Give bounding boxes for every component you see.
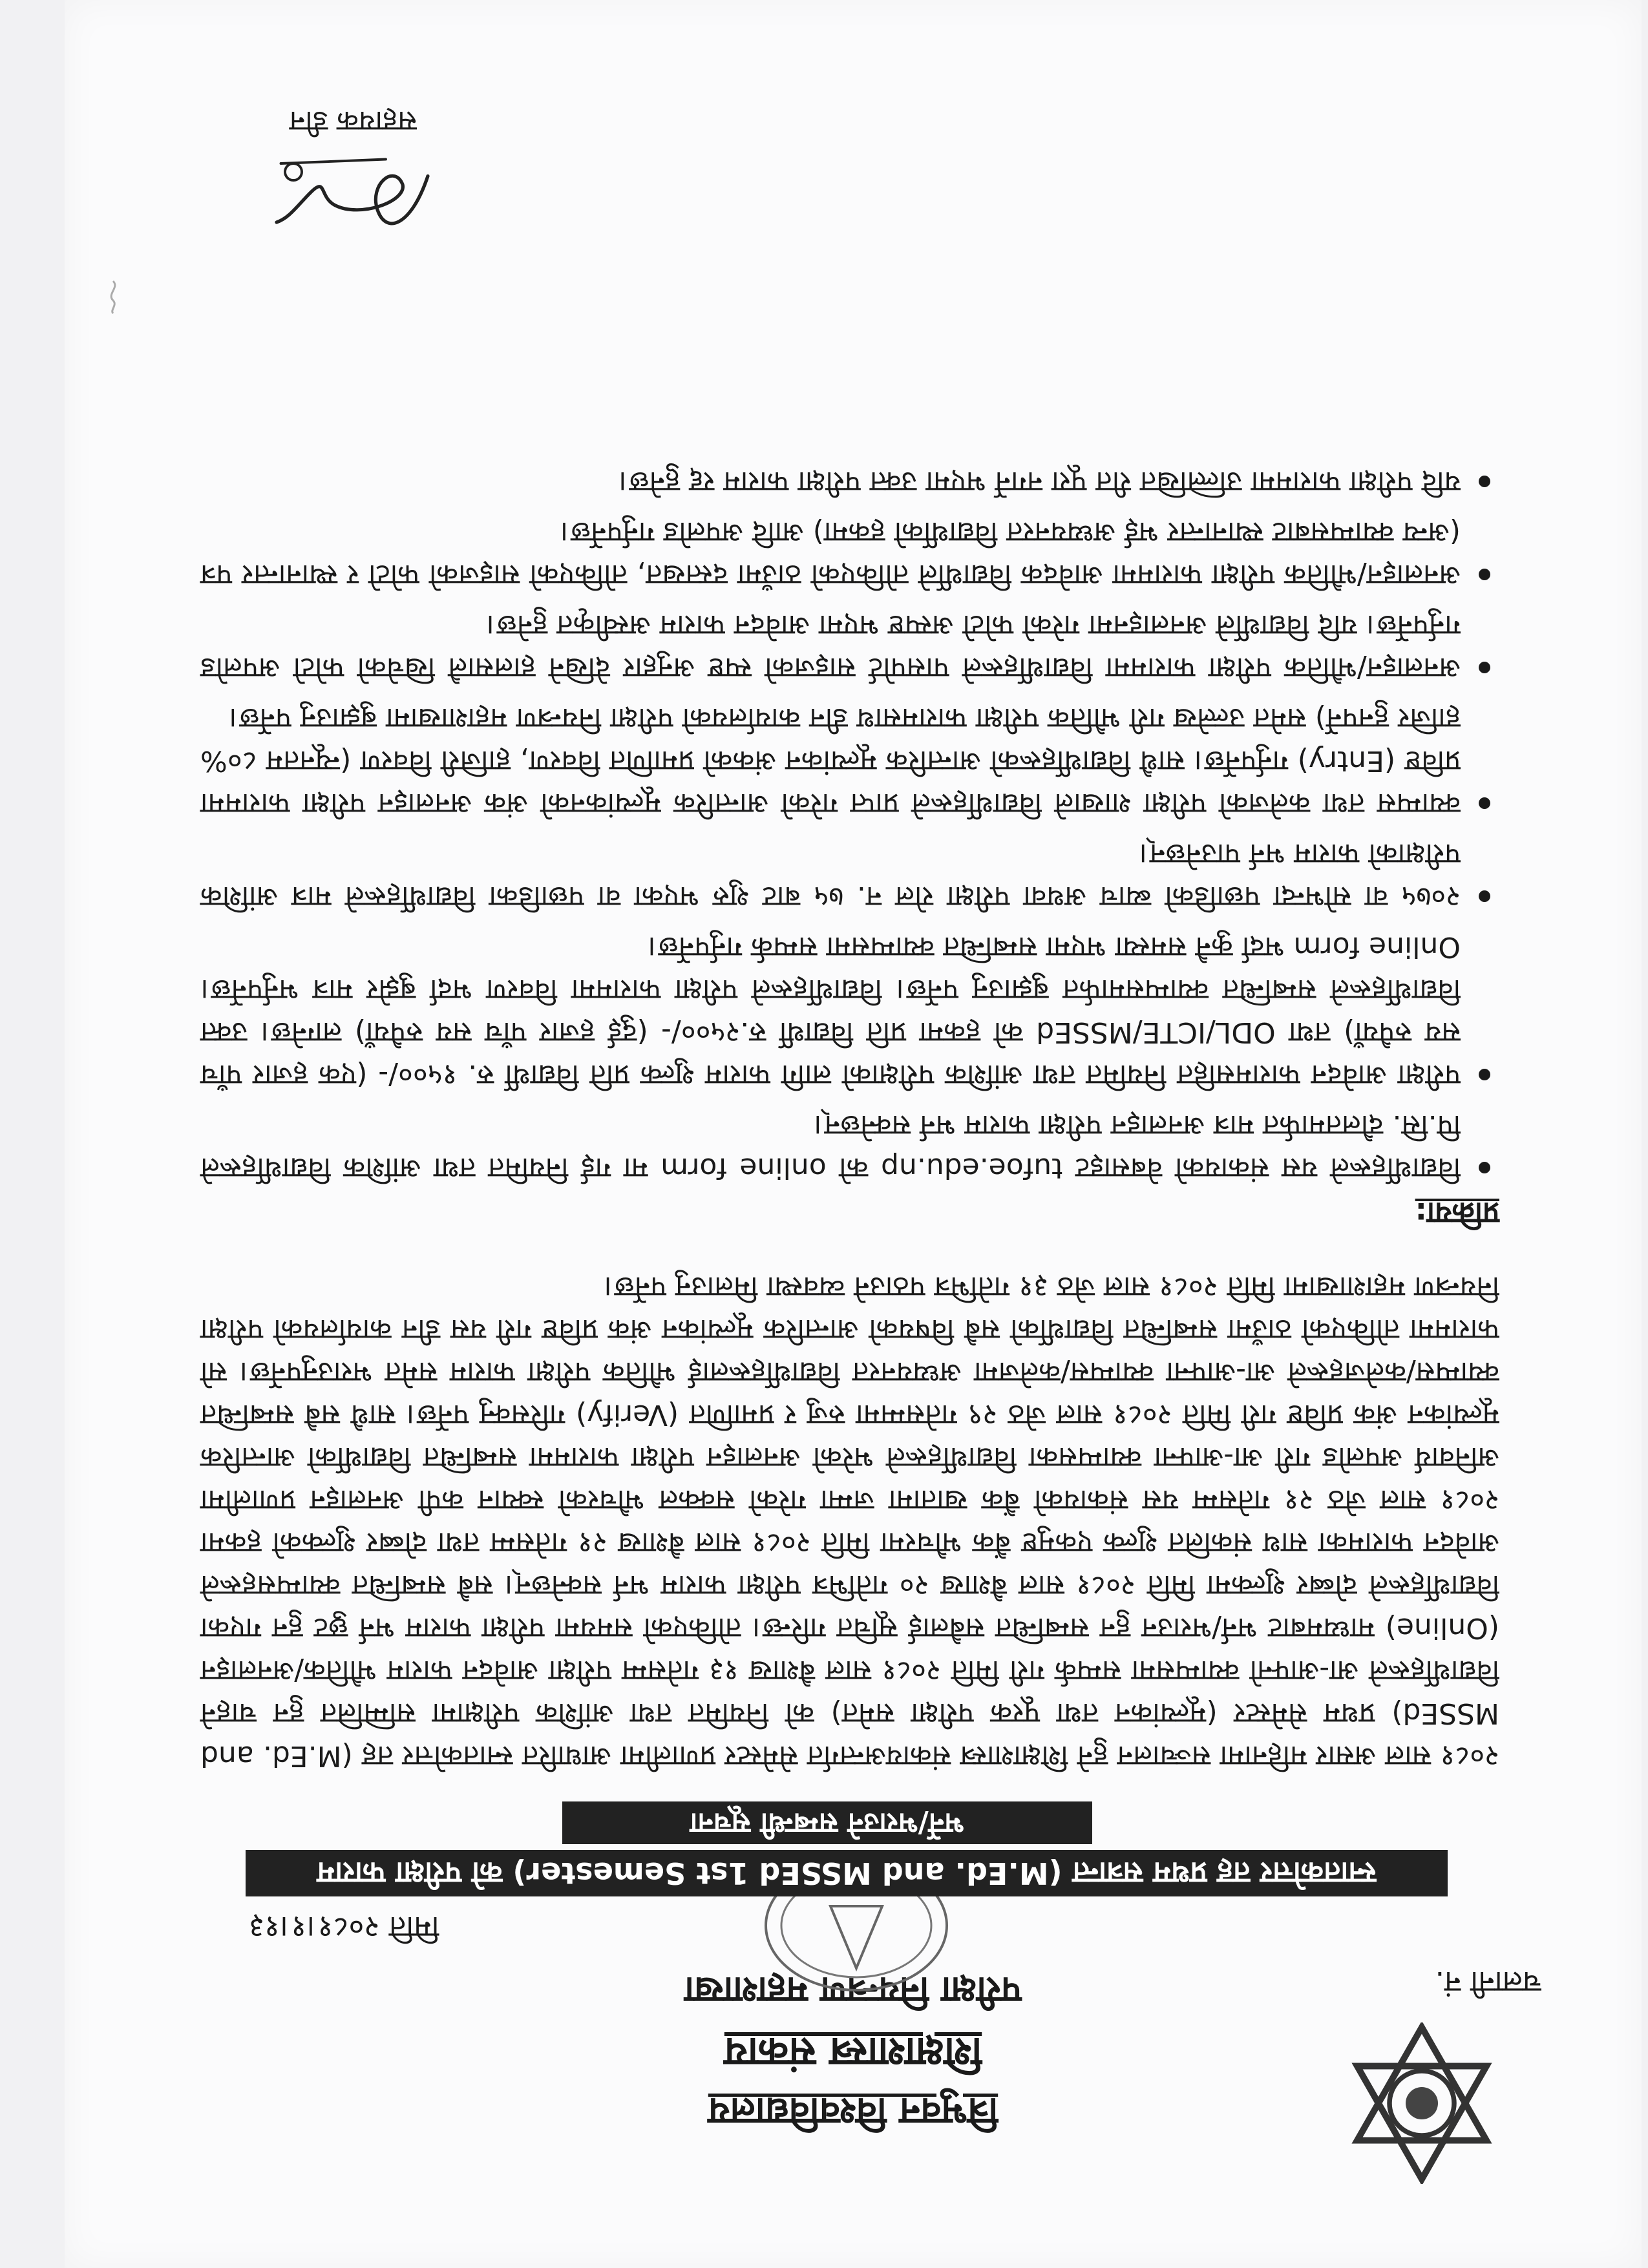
notice-intro-paragraph: २०८१ साल असार महिनामा सञ्चालन हुने शिक्षाशास्त्र संकायअन्तर्गत सेमेस्टर प्रणालीमा आधारित स्नातकोत्तर तह (M.Ed. and MSSEd) प्रथम सेमेस्टर (मूल्यांकन तथा पूरक परीक्षा समेत) को नियमित तथा आंशिक परीक्षामा सम्मिलित हुन चाहने विद्यार्थीहरूले आ-आफ्नो क्याम्पसमा सम्पर्क गरी मिति २०८१ साल बैशाख १३ गतेसम्म परीक्षा आवेदन फाराम भौतिक/अनलाइन (Online) माध्यमबाट भर्न/भराउन हुन सम्बन्धित सबैलाई सूचित गरिन्छ। तोकिएको समयमा परीक्षा फाराम भर्न छुट हुन गएका विद्यार्थीहरूले दोब्बर शुल्कमा मिति २०८१ साल बैशाख २० गतेभित्र परीक्षा फाराम भर्न सक्नेछन्। सबै सम्बन्धित क्याम्पसहरूले आवेदन फारामका साथ संकलित शुल्क एकमुष्ट बैंक भौचरमा मिति २०८१ साल बैशाख २१ गतेसम्म तथा दोब्बर शुल्कको हकमा २०८१ साल जेठ २१ गतेसम्म यस संकायको बैंक खातामा जम्मा गरेको सक्कल भौचरको स्क्यान कपी अनलाइन प्रणालीमा अनिवार्य अपलोड गरी आ-आफ्ना क्याम्पसका विद्यार्थीहरूले भरेको अनलाइन परीक्षा फाराममा सम्बन्धित विद्यार्थीको आन्तरिक मूल्यांकन अंक प्रविष्ट गरी मिति २०८१ साल जेठ २९ गतेसम्ममा रुजु र प्रमाणित (Verify) गरिसक्नु पर्नेछ। साथै सबै सम्बन्धित क्याम्पस/कलेजहरूले आ-आफ्ना क्याम्पस/कलेजमा अध्ययनरत विद्यार्थीहरूलाई भौतिक परीक्षा फाराम समेत भराउनुपर्नेछ। सो फाराममा तोकिएको ठाउँमा सम्बन्धित विद्यार्थीको सबै विषयको आन्तरिक मूल्यांकन अंक प्रविष्ट गरी यस डीन कार्यालयको परीक्षा नियन्त्रण महाशाखामा मिति २०८१ साल जेठ ३१ गतेभित्र पठाउने व्यवस्था मिलाउनु पर्नेछ। [200, 1270, 1499, 1772]
notice-title: स्नातकोत्तर तह प्रथम सत्रान्त (M.Ed. and MSSEd 1st Semester) को परीक्षा फाराम [246, 1850, 1448, 1896]
notice-date: मिति २०८१।१।१३ [249, 1910, 439, 1945]
document-page [65, 0, 1642, 2268]
signatory-title: सहायक डीन [289, 105, 417, 138]
list-item: विद्यार्थीहरूले यस संकायको वेबसाइट tufoe.edu.np को online form मा गई नियमित तथा आंशिक विद्यार्थीहरूले पि.सि. दौलतमार्फत मात्र अनलाइन परीक्षा फाराम भर्न सक्नेछन्। [200, 1104, 1461, 1189]
list-item: २०७५ वा सोभन्दा पछाडिको ब्याच अथवा परीक्षा रोल न. ७५ बाट शुरु भएका वा पछाडिका विद्यार्थीहरूले मात्र आंशिक परीक्षाको फाराम भर्न पाउनेछन्। [200, 832, 1461, 918]
list-item: अनलाइन/भौतिक परीक्षा फाराममा आवेदक विद्यार्थीले तोकिएको ठाउँमा दस्तखत, तोकिएको साइजको फोटो र स्थानान्तर पत्र (अन्य क्याम्पसबाट स्थानान्तर भई अध्ययनरत विद्यार्थीको हकमा) आदि अपलोड गर्नुपर्नेछ। [200, 510, 1461, 596]
university-name: त्रिभुवन विश्वविद्यालय [708, 2090, 998, 2134]
institute-name: शिक्षाशास्त्र संकाय [724, 2029, 982, 2076]
list-item: परीक्षा आवेदन फारामसहित नियमित तथा आंशिक परीक्षाको लागि फाराम शुल्क प्रति विद्यार्थी रु. १५००/- (एक हजार पाँच सय रुपैयाँ) तथा ODL/ICTE/MSSEd को हकमा प्रति विद्यार्थी रु.२५००/- (दुई हजार पाँच सय रुपैयाँ) लाग्नेछ। उक्त विद्यार्थीहरूले सम्बन्धित क्याम्पसमार्फत बुझाउनु पर्नेछ। विद्यार्थीहरूले परीक्षा फाराममा विवरण भर्दा बुझेर मात्र भर्नुपर्नेछ। Online form भर्दा कुनै समस्या भएमा सम्बन्धित क्याम्पसमा सम्पर्क गर्नुपर्नेछ। [200, 925, 1461, 1096]
reference-number: चलानी नं. [1435, 1965, 1541, 2000]
notice-subtitle: भर्ने/भराउने सम्बन्धी सूचना [562, 1801, 1092, 1844]
list-item: यदि परीक्षा फाराममा उल्लिखित रीत पूरा नगर्ने भएमा उक्त परीक्षा फाराम रद्द हुनेछ। [200, 460, 1461, 503]
signature-icon [268, 149, 436, 246]
procedure-list [200, 452, 1499, 1189]
list-item: अनलाइन/भौतिक परीक्षा फाराममा विद्यार्थीहरूले पासपोर्ट साइजको स्पष्ट अनुहार देखिने हालसालै खिचेको फोटो अपलोड गर्नुपर्नेछ। यदि विद्यार्थीले अनलाइनमा गरेको फोटो अस्पष्ट भएमा आवेदन फाराम अस्वीकृत हुनेछ। [200, 604, 1461, 689]
notice-document [65, 0, 1642, 2268]
list-item: क्याम्पस तथा कलेजको परीक्षा शाखाले विद्यार्थीहरूले प्राप्त गरेको आन्तरिक मूल्यांकनको अंक अनलाइन परीक्षा फाराममा प्रविष्ट (Entry) गर्नुपर्नेछ। साथै विद्यार्थीहरूको आन्तरिक मूल्यांकन अंकको प्रमाणित विवरण, हाजिरी विवरण (न्यूनतम ८०% हाजिर हुनपर्ने) समेत उल्लेख गरी भौतिक परीक्षा फारामसाथ डीन कार्यालयको परीक्षा नियन्त्रण महाशाखामा बुझाउनु पर्नेछ। [200, 697, 1461, 824]
procedure-heading: प्रक्रिया: [1415, 1196, 1499, 1231]
office-name: परीक्षा नियन्त्रण महाशाखा [684, 1969, 1022, 2011]
ink-smudge-icon [103, 278, 123, 317]
